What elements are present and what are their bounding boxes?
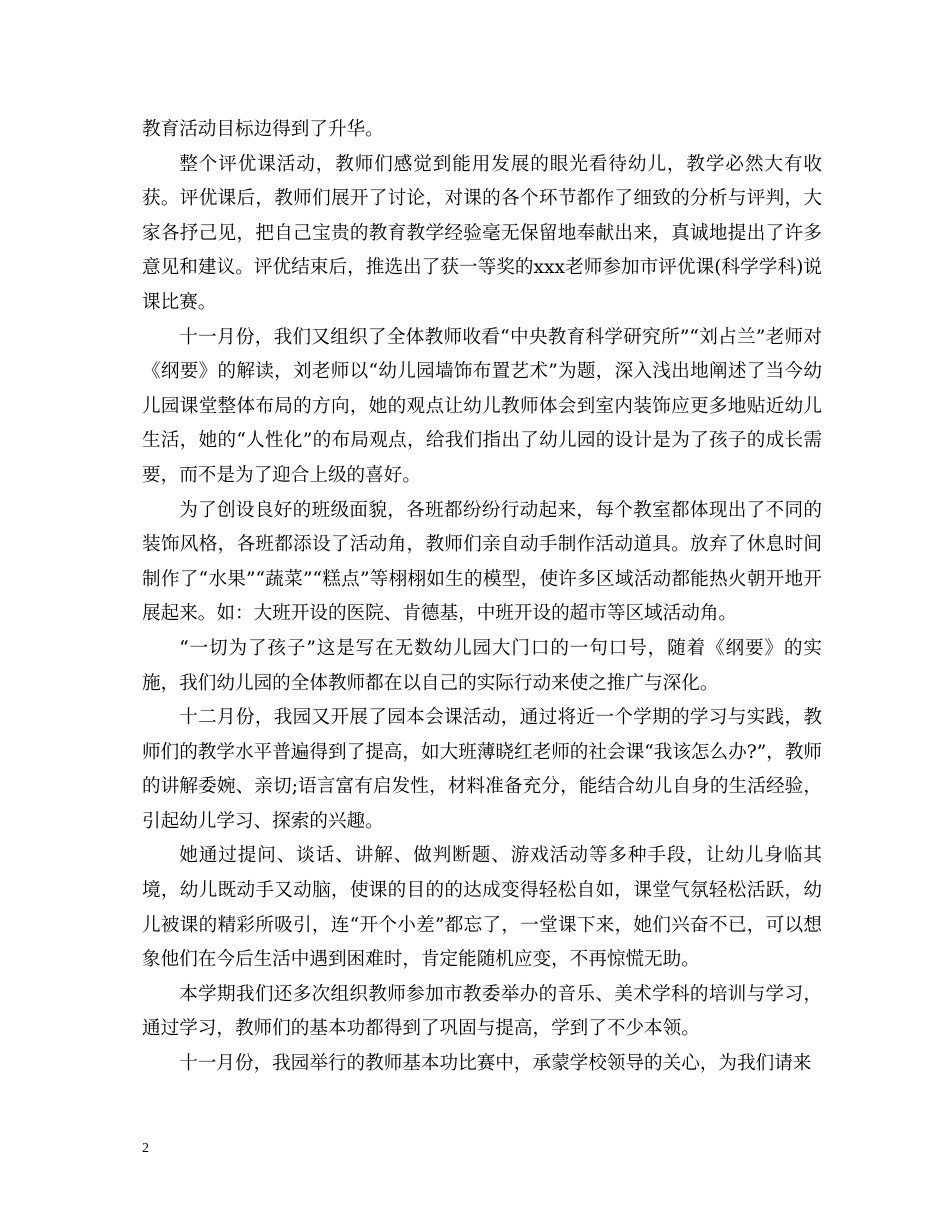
paragraph: 为了创设良好的班级面貌，各班都纷纷行动起来，每个教室都体现出了不同的装饰风格，各班都添设了活动角，教师们亲自动手制作活动道具。放弃了休息时间制作了“水果”“蔬菜”“糕点”等栩栩如生的模型，使许多区域活动都能热火朝开地开展起来。如：大班开设的医院、肯德基，中班开设的超市等区域活动角。 — [142, 499, 822, 625]
paragraph: “一切为了孩子”这是写在无数幼儿园大门口的一句口号，随着《纲要》的实施，我们幼儿园的全体教师都在以自己的实际行动来使之推广与深化。 — [142, 637, 822, 694]
page-number: 2 — [142, 1141, 149, 1156]
paragraph: 十二月份，我园又开展了园本会课活动，通过将近一个学期的学习与实践，教师们的教学水平普遍得到了提高，如大班薄晓红老师的社会课“我该怎么办?”，教师的讲解委婉、亲切;语言富有启发性，材料准备充分，能结合幼儿自身的生活经验，引起幼儿学习、探索的兴趣。 — [142, 707, 822, 832]
document-body — [142, 113, 822, 1082]
paragraph: 她通过提问、谈话、讲解、做判断题、游戏活动等多种手段，让幼儿身临其境，幼儿既动手又动脑，使课的目的的达成变得轻松自如，课堂气氛轻松活跃，幼儿被课的精彩所吸引，连“开个小差”都忘了，一堂课下来，她们兴奋不已，可以想象他们在今后生活中遇到困难时，肯定能随机应变，不再惊慌无助。 — [142, 845, 822, 971]
paragraph: 十一月份，我园举行的教师基本功比赛中，承蒙学校领导的关心，为我们请来 — [179, 1053, 812, 1075]
paragraph: 十一月份，我们又组织了全体教师收看“中央教育科学研究所”“刘占兰”老师对《纲要》的解读，刘老师以“幼儿园墙饰布置艺术”为题，深入浅出地阐述了当今幼儿园课堂整体布局的方向，她的观点让幼儿教师体会到室内装饰应更多地贴近幼儿生活，她的“人性化”的布局观点，给我们指出了幼儿园的设计是为了孩子的成长需要，而不是为了迎合上级的喜好。 — [142, 326, 822, 486]
paragraph: 整个评优课活动，教师们感觉到能用发展的眼光看待幼儿，教学必然大有收获。评优课后，教师们展开了讨论，对课的各个环节都作了细致的分析与评判，大家各抒己见，把自己宝贵的教育教学经验毫无保留地奉献出来，真诚地提出了许多意见和建议。评优结束后，推选出了获一等奖的xxx老师参加市评优课(科学学科)说课比赛。 — [142, 153, 822, 313]
paragraph-continuation: 教育活动目标边得到了升华。 — [142, 119, 384, 140]
paragraph: 本学期我们还多次组织教师参加市教委举办的音乐、美术学科的培训与学习，通过学习，教师们的基本功都得到了巩固与提高，学到了不少本领。 — [142, 983, 822, 1040]
